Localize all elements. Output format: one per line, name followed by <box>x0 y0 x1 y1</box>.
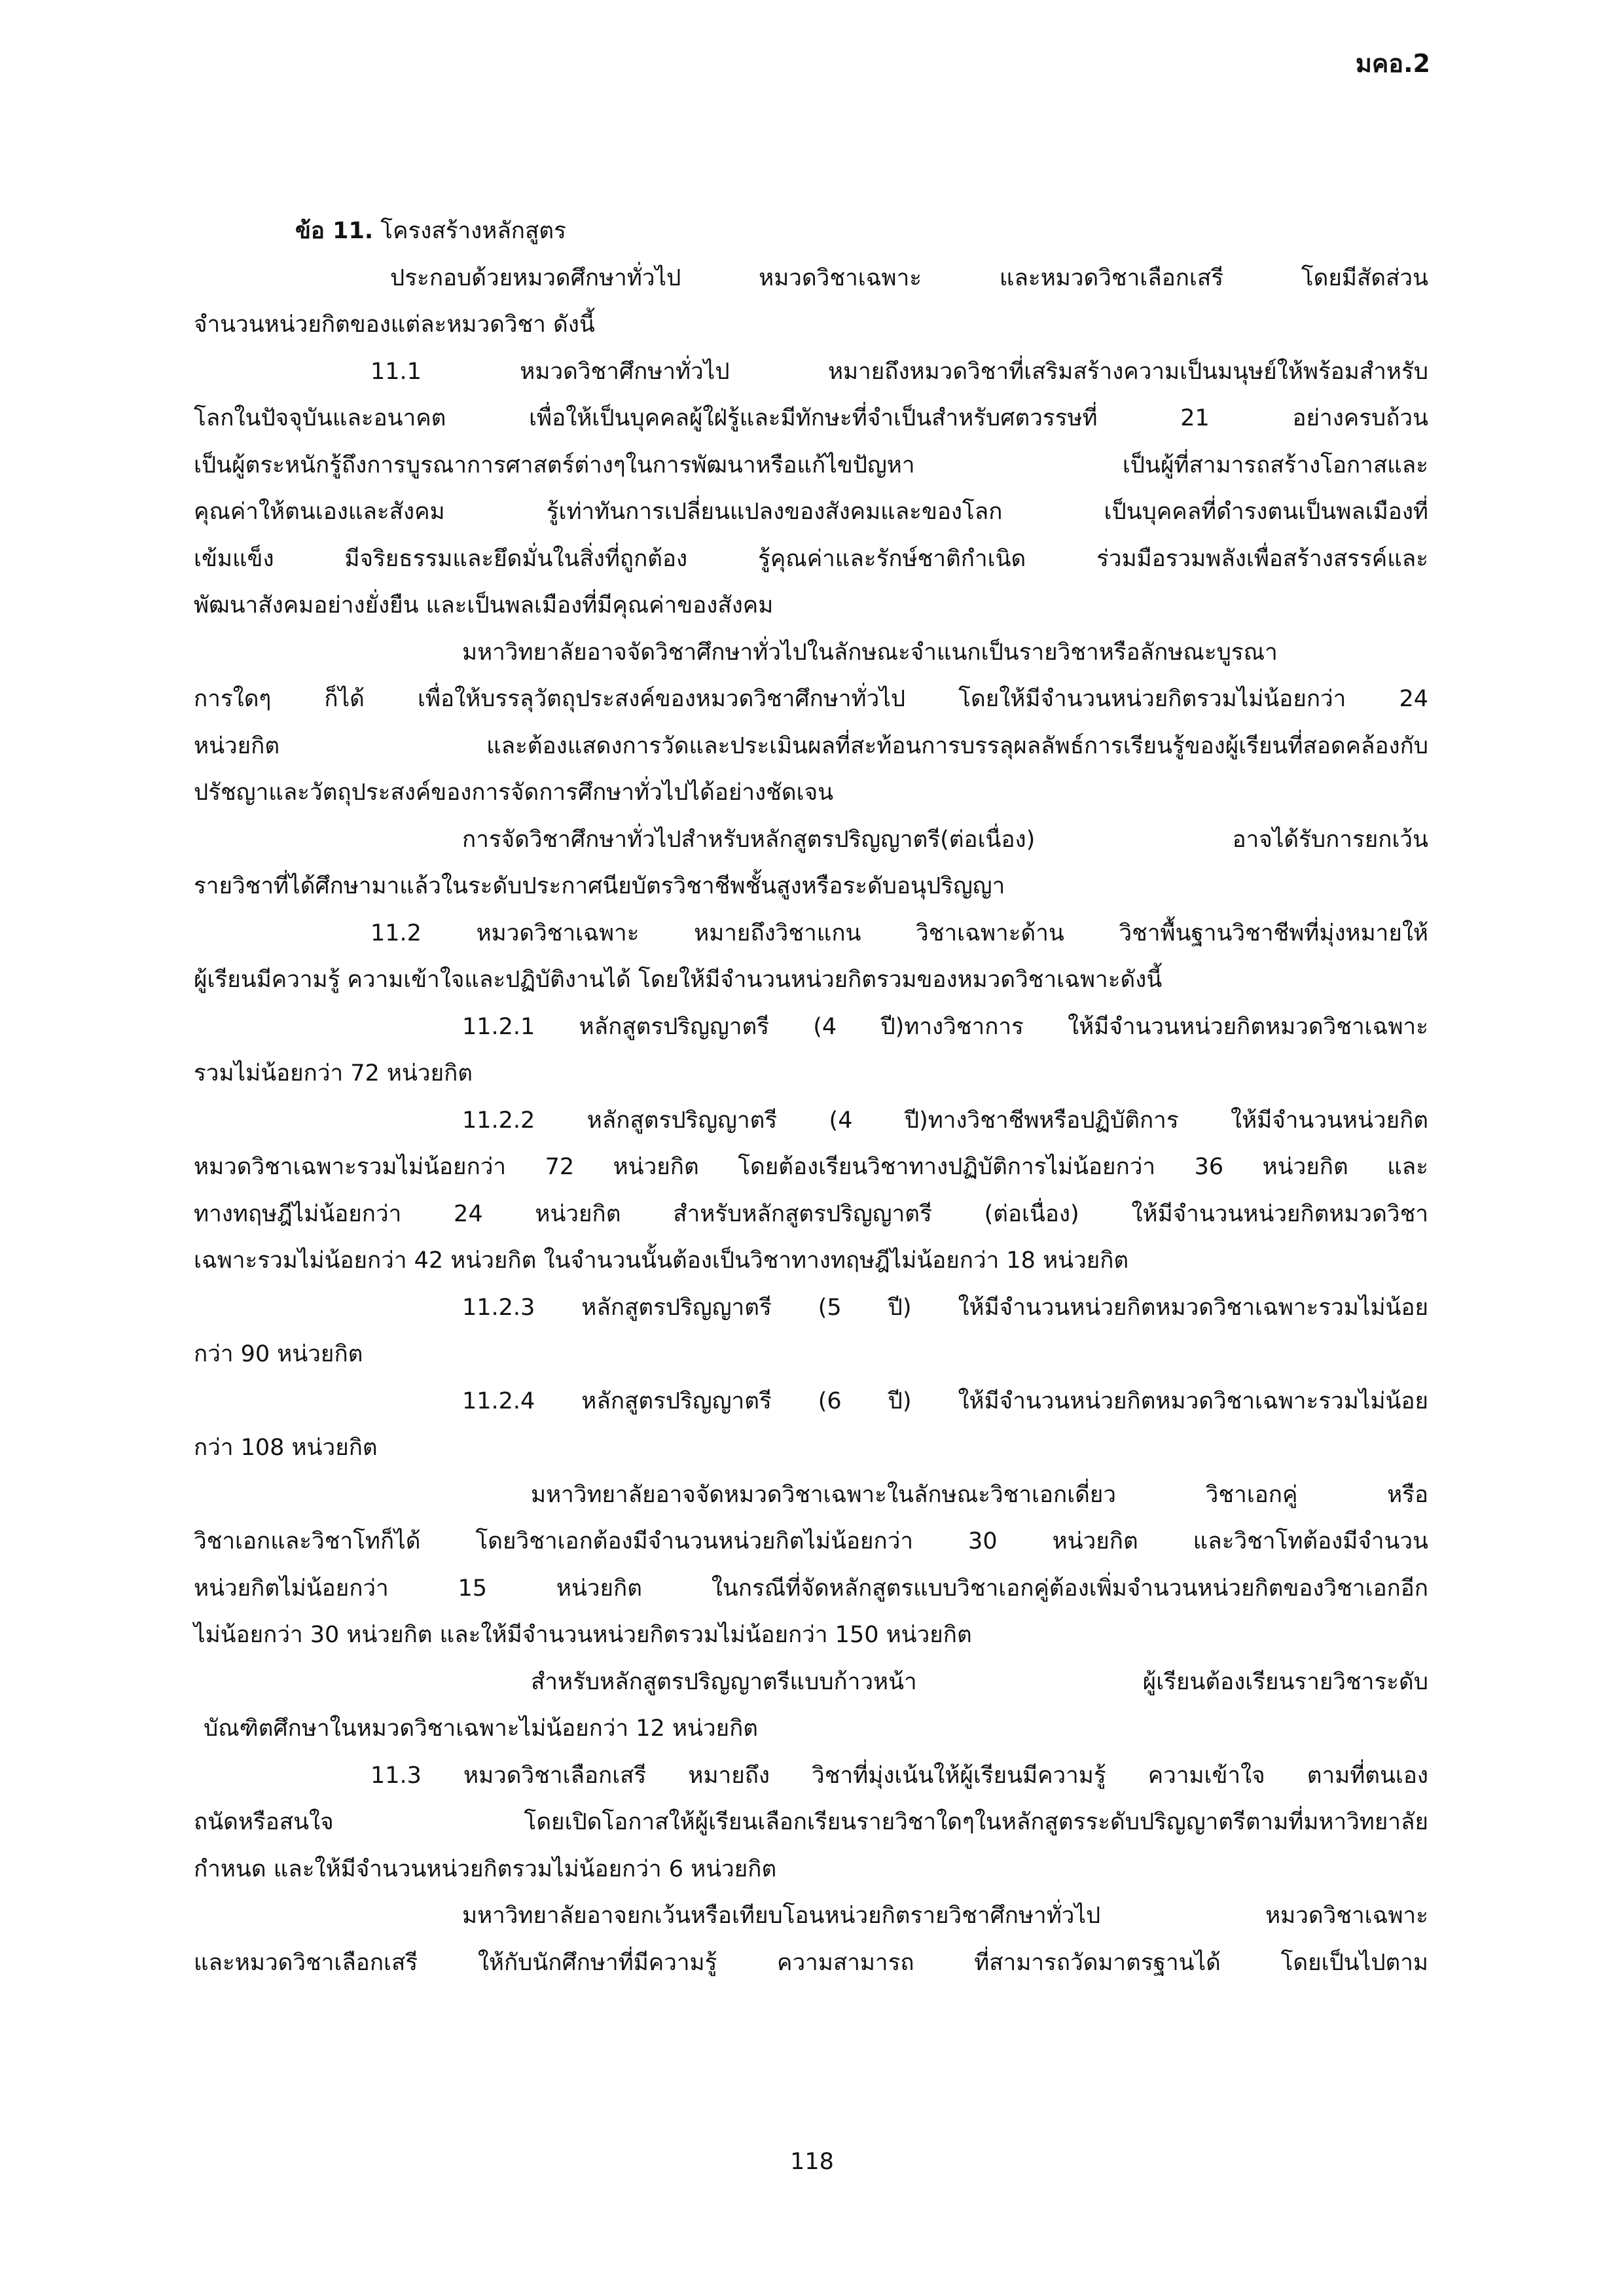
paragraph-line: วิชาเอกและวิชาโทก็ได้ โดยวิชาเอกต้องมีจำนวนหน่วยกิตไม่น้อยกว่า 30 หน่วยกิต และวิชาโทต้องมีจำนวน <box>194 1528 1428 1554</box>
paragraph-line: รายวิชาที่ได้ศึกษามาแล้วในระดับประกาศนียบัตรวิชาชีพชั้นสูงหรือระดับอนุปริญญา <box>194 873 1005 899</box>
paragraph-line: การจัดวิชาศึกษาทั่วไปสำหรับหลักสูตรปริญญาตรี(ต่อเนื่อง) อาจได้รับการยกเว้น <box>462 826 1428 853</box>
paragraph-line: เข้มแข็ง มีจริยธรรมและยึดมั่นในสิ่งที่ถูกต้อง รู้คุณค่าและรักษ์ชาติกำเนิด ร่วมมือรวมพลังเพื่อสร้างสรรค์และ <box>194 545 1428 572</box>
paragraph-line: กว่า 90 หน่วยกิต <box>194 1341 363 1367</box>
paragraph-line: เป็นผู้ตระหนักรู้ถึงการบูรณาการศาสตร์ต่างๆในการพัฒนาหรือแก้ไขปัญหา เป็นผู้ที่สามารถสร้างโอกาสและ <box>194 452 1428 478</box>
paragraph-line: หน่วยกิตไม่น้อยกว่า 15 หน่วยกิต ในกรณีที่จัดหลักสูตรแบบวิชาเอกคู่ต้องเพิ่มจำนวนหน่วยกิตของวิชาเอกอีก <box>194 1575 1428 1602</box>
paragraph-line: โลกในปัจจุบันและอนาคต เพื่อให้เป็นบุคคลผู้ใฝ่รู้และมีทักษะที่จำเป็นสำหรับศตวรรษที่ 21 อย่างครบถ้วน <box>194 405 1428 431</box>
paragraph-line: ผู้เรียนมีความรู้ ความเข้าใจและปฏิบัติงานได้ โดยให้มีจำนวนหน่วยกิตรวมของหมวดวิชาเฉพาะดังนี้ <box>194 967 1163 993</box>
section-label: ข้อ 11. <box>295 218 374 244</box>
paragraph-line: 11.2.1 หลักสูตรปริญญาตรี (4 ปี)ทางวิชาการ ให้มีจำนวนหน่วยกิตหมวดวิชาเฉพาะ <box>462 1013 1428 1040</box>
paragraph-line: ปรัชญาและวัตถุประสงค์ของการจัดการศึกษาทั่วไปได้อย่างชัดเจน <box>194 780 834 806</box>
paragraph-line: รวมไม่น้อยกว่า 72 หน่วยกิต <box>194 1060 473 1086</box>
paragraph-line: 11.2.2 หลักสูตรปริญญาตรี (4 ปี)ทางวิชาชีพหรือปฏิบัติการ ให้มีจำนวนหน่วยกิต <box>462 1107 1428 1134</box>
paragraph-line: 11.3 หมวดวิชาเลือกเสรี หมายถึง วิชาที่มุ่งเน้นให้ผู้เรียนมีความรู้ ความเข้าใจ ตามที่ตนเอง <box>370 1762 1428 1789</box>
document-code: มคอ.2 <box>1355 49 1430 78</box>
paragraph-line: คุณค่าให้ตนเองและสังคม รู้เท่าทันการเปลี่ยนแปลงของสังคมและของโลก เป็นบุคคลที่ดำรงตนเป็นพลเมืองที่ <box>194 499 1428 525</box>
paragraph-line: 11.2.4 หลักสูตรปริญญาตรี (6 ปี) ให้มีจำนวนหน่วยกิตหมวดวิชาเฉพาะรวมไม่น้อย <box>462 1388 1428 1414</box>
paragraph-line: หน่วยกิต และต้องแสดงการวัดและประเมินผลที่สะท้อนการบรรลุผลลัพธ์การเรียนรู้ของผู้เรียนที่สอดคล้องกับ <box>194 732 1428 759</box>
paragraph-line: จำนวนหน่วยกิตของแต่ละหมวดวิชา ดังนี้ <box>194 312 595 338</box>
paragraph-line: การใดๆ ก็ได้ เพื่อให้บรรลุวัตถุประสงค์ของหมวดวิชาศึกษาทั่วไป โดยให้มีจำนวนหน่วยกิตรวมไม่น้อยกว่า 24 <box>194 686 1428 712</box>
paragraph-line: พัฒนาสังคมอย่างยั่งยืน และเป็นพลเมืองที่มีคุณค่าของสังคม <box>194 592 774 619</box>
paragraph-line: 11.2 หมวดวิชาเฉพาะ หมายถึงวิชาแกน วิชาเฉพาะด้าน วิชาพื้นฐานวิชาชีพที่มุ่งหมายให้ <box>370 920 1428 946</box>
section-heading <box>194 208 1428 255</box>
paragraph-line: ทางทฤษฎีไม่น้อยกว่า 24 หน่วยกิต สำหรับหลักสูตรปริญญาตรี (ต่อเนื่อง) ให้มีจำนวนหน่วยกิตหมวดวิชา <box>194 1200 1428 1227</box>
paragraph-line: สำหรับหลักสูตรปริญญาตรีแบบก้าวหน้า ผู้เรียนต้องเรียนรายวิชาระดับ <box>531 1668 1428 1695</box>
paragraph-line: ประกอบด้วยหมวดศึกษาทั่วไป หมวดวิชาเฉพาะ และหมวดวิชาเลือกเสรี โดยมีสัดส่วน <box>390 264 1428 291</box>
paragraph-line: มหาวิทยาลัยอาจยกเว้นหรือเทียบโอนหน่วยกิตรายวิชาศึกษาทั่วไป หมวดวิชาเฉพาะ <box>462 1903 1428 1929</box>
paragraph-line: ไม่น้อยกว่า 30 หน่วยกิต และให้มีจำนวนหน่วยกิตรวมไม่น้อยกว่า 150 หน่วยกิต <box>194 1622 972 1648</box>
paragraph-line: 11.1 หมวดวิชาศึกษาทั่วไป หมายถึงหมวดวิชาที่เสริมสร้างความเป็นมนุษย์ให้พร้อมสำหรับ <box>370 358 1428 385</box>
paragraph-line: มหาวิทยาลัยอาจจัดหมวดวิชาเฉพาะในลักษณะวิชาเอกเดี่ยว วิชาเอกคู่ หรือ <box>531 1481 1428 1508</box>
paragraph-line: กำหนด และให้มีจำนวนหน่วยกิตรวมไม่น้อยกว่า 6 หน่วยกิต <box>194 1856 777 1882</box>
paragraph-line: มหาวิทยาลัยอาจจัดวิชาศึกษาทั่วไปในลักษณะจำแนกเป็นรายวิชาหรือลักษณะบูรณา <box>462 639 1278 666</box>
document-body <box>194 208 1428 1986</box>
paragraph-line: 11.2.3 หลักสูตรปริญญาตรี (5 ปี) ให้มีจำนวนหน่วยกิตหมวดวิชาเฉพาะรวมไม่น้อย <box>462 1294 1428 1321</box>
paragraph-line: เฉพาะรวมไม่น้อยกว่า 42 หน่วยกิต ในจำนวนนั้นต้องเป็นวิชาทางทฤษฎีไม่น้อยกว่า 18 หน่วยกิต <box>194 1247 1129 1274</box>
page-number: 118 <box>790 2149 834 2175</box>
paragraph-line: บัณฑิตศึกษาในหมวดวิชาเฉพาะไม่น้อยกว่า 12 หน่วยกิต <box>204 1715 759 1742</box>
paragraph-line: และหมวดวิชาเลือกเสรี ให้กับนักศึกษาที่มีความรู้ ความสามารถ ที่สามารถวัดมาตรฐานได้ โดยเป็นไปตาม <box>194 1949 1428 1976</box>
section-title: โครงสร้างหลักสูตร <box>373 218 566 244</box>
paragraph-line: ถนัดหรือสนใจ โดยเปิดโอกาสให้ผู้เรียนเลือกเรียนรายวิชาใดๆในหลักสูตรระดับปริญญาตรีตามที่มหาวิทยาลัย <box>194 1809 1428 1835</box>
paragraph-line: หมวดวิชาเฉพาะรวมไม่น้อยกว่า 72 หน่วยกิต โดยต้องเรียนวิชาทางปฏิบัติการไม่น้อยกว่า 36 หน่วยกิต และ <box>194 1154 1428 1180</box>
paragraph-line: กว่า 108 หน่วยกิต <box>194 1435 378 1461</box>
